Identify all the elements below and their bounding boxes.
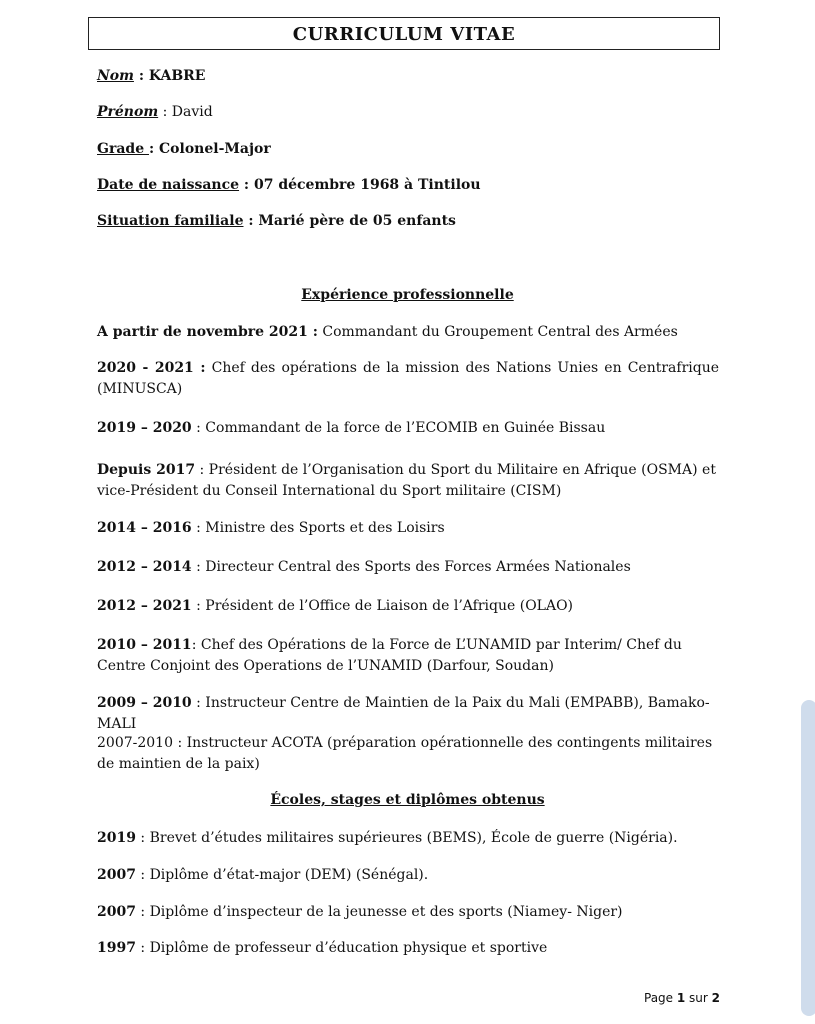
famille-label: Situation familiale: [97, 213, 244, 229]
experience-item: [97, 460, 719, 502]
grade-label: Grade: [97, 141, 149, 157]
experience-item: [97, 693, 719, 735]
education-item: [97, 902, 719, 923]
naissance-value: 07 décembre 1968 à Tintilou: [253, 177, 481, 193]
identity-prenom: [97, 104, 213, 120]
experience-text: : Instructeur Centre de Maintien de la Paix du Mali (EMPABB), Bamako-MALI: [97, 695, 710, 732]
experience-item: [97, 733, 719, 775]
experience-text: : Président de l’Organisation du Sport du Militaire en Afrique (OSMA) et vice-Président du Conseil International du Sport militaire (CISM): [97, 462, 716, 499]
education-item: [97, 938, 719, 959]
experience-period: 2014 – 2016: [97, 520, 192, 536]
experience-period: Depuis 2017: [97, 462, 196, 478]
identity-famille: [97, 213, 456, 229]
grade-value: Colonel-Major: [159, 141, 271, 157]
experience-text: : Président de l’Office de Liaison de l’Afrique (OLAO): [191, 598, 574, 614]
experience-period: A partir de novembre 2021 :: [97, 324, 318, 340]
education-year: 2007: [97, 867, 136, 883]
grade-separator: :: [148, 141, 160, 157]
experience-heading: Expérience professionnelle: [301, 287, 514, 303]
education-year: 1997: [97, 940, 136, 956]
experience-text: : Commandant de la force de l’ECOMIB en Guinée Bissau: [191, 420, 606, 436]
experience-text: : Ministre des Sports et des Loisirs: [191, 520, 445, 536]
nom-label: Nom: [97, 68, 134, 84]
experience-period: 2020 - 2021 :: [97, 360, 206, 376]
education-text: : Diplôme d’état-major (DEM) (Sénégal).: [135, 867, 429, 883]
experience-item: [97, 322, 719, 343]
page-sur-word: sur: [685, 991, 712, 1005]
identity-grade: [97, 141, 271, 157]
experience-period: 2012 – 2021: [97, 598, 192, 614]
education-item: [97, 828, 719, 849]
experience-item: [97, 635, 719, 677]
experience-item: [97, 518, 719, 539]
page-number: [644, 991, 720, 1005]
experience-text: : Directeur Central des Sports des Forces Armées Nationales: [191, 559, 631, 575]
experience-text: 2007-2010 : Instructeur ACOTA (préparation opérationnelle des contingents militaires de maintien de la paix): [97, 735, 713, 772]
page-total: 2: [711, 991, 721, 1005]
identity-nom: [97, 68, 205, 84]
education-year: 2007: [97, 904, 136, 920]
scrollbar[interactable]: [801, 700, 815, 1016]
naissance-label: Date de naissance: [97, 177, 240, 193]
experience-item: [97, 596, 719, 617]
experience-text: Commandant du Groupement Central des Armées: [317, 324, 678, 340]
famille-value: Marié père de 05 enfants: [258, 213, 456, 229]
education-text: : Diplôme d’inspecteur de la jeunesse et des sports (Niamey- Niger): [135, 904, 623, 920]
nom-separator: :: [133, 68, 149, 84]
experience-item: [97, 557, 719, 578]
education-text: : Diplôme de professeur d’éducation physique et sportive: [135, 940, 548, 956]
experience-period: 2012 – 2014: [97, 559, 192, 575]
famille-separator: :: [243, 213, 259, 229]
experience-period: 2009 – 2010: [97, 695, 192, 711]
education-text: : Brevet d’études militaires supérieures (BEMS), École de guerre (Nigéria).: [135, 830, 678, 846]
experience-item: [97, 418, 719, 439]
education-item: [97, 865, 719, 886]
education-year: 2019: [97, 830, 136, 846]
prenom-value: David: [171, 104, 213, 120]
naissance-separator: :: [239, 177, 254, 193]
education-heading: Écoles, stages et diplômes obtenus: [270, 792, 545, 808]
experience-period: 2010 – 2011: [97, 637, 192, 653]
prenom-label: Prénom: [97, 104, 159, 120]
nom-value: KABRE: [148, 68, 206, 84]
identity-naissance: [97, 177, 481, 193]
page-word: Page: [644, 991, 677, 1005]
experience-item: [97, 358, 719, 400]
experience-text: Chef des opérations de la mission des Nations Unies en Centrafrique (MINUSCA): [97, 360, 720, 397]
page-current: 1: [676, 991, 686, 1005]
prenom-separator: :: [158, 104, 172, 120]
experience-period: 2019 – 2020: [97, 420, 192, 436]
document-title: CURRICULUM VITAE: [88, 17, 720, 50]
experience-text: : Chef des Opérations de la Force de L’UNAMID par Interim/ Chef du Centre Conjoint des Operations de l’UNAMID (Darfour, Soudan): [97, 637, 682, 674]
